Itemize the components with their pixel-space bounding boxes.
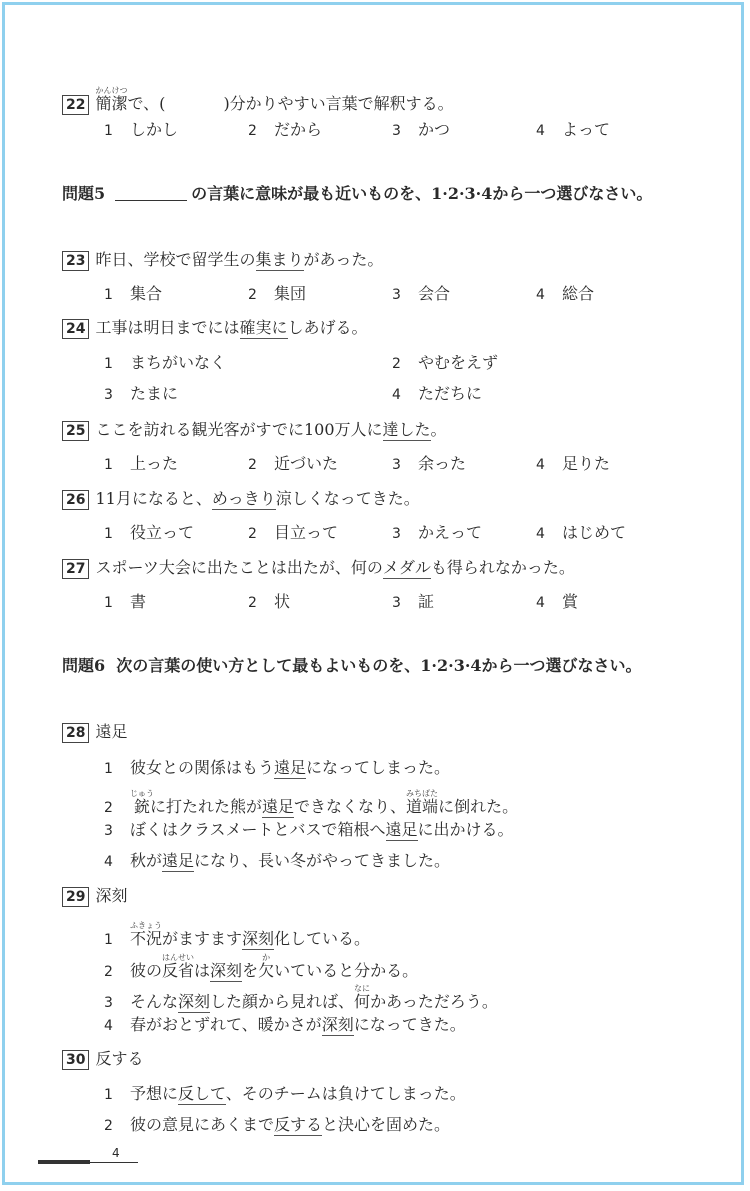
option-3[interactable]: 3 証: [392, 592, 435, 611]
option-4[interactable]: 4 賞: [536, 592, 579, 611]
underlined-word: 達した: [382, 420, 431, 439]
option-4[interactable]: 4 ただちに: [392, 384, 483, 403]
option-2[interactable]: 2 だから: [248, 120, 323, 139]
option-4[interactable]: 4 秋が遠足になり、長い冬がやってきました。: [104, 851, 451, 870]
footer-rule: [38, 1162, 138, 1163]
option-3[interactable]: 3 かつ: [392, 120, 451, 139]
option-1[interactable]: 1 彼女との関係はもう遠足になってしまった。: [104, 758, 451, 777]
page-number: 4: [112, 1146, 120, 1160]
option-1[interactable]: 1 不況ふきょうがますます深刻化している。: [104, 921, 371, 948]
option-2[interactable]: 2 状: [248, 592, 291, 611]
underlined-word: めっきり: [211, 489, 276, 508]
question-26: 26 11月になると、めっきり涼しくなってきた。: [62, 489, 420, 510]
option-3[interactable]: 3 たまに: [104, 384, 179, 403]
ruby-word: 簡潔かんけつ: [95, 86, 128, 113]
option-2[interactable]: 2 近づいた: [248, 454, 339, 473]
option-2[interactable]: 2 集団: [248, 284, 307, 303]
question-24: 24 工事は明日までには確実にしあげる。: [62, 318, 368, 339]
option-1[interactable]: 1 役立って: [104, 523, 195, 542]
option-4[interactable]: 4 春がおとずれて、暖かさが深刻になってきた。: [104, 1015, 466, 1034]
option-4[interactable]: 4 よって: [536, 120, 611, 139]
option-1[interactable]: 1 予想に反して、そのチームは負けてしまった。: [104, 1084, 466, 1103]
underlined-word: 集まり: [255, 250, 304, 269]
option-3[interactable]: 3 会合: [392, 284, 451, 303]
option-1[interactable]: 1 しかし: [104, 120, 179, 139]
section-6-heading: 問題6 次の言葉の使い方として最もよいものを、1·2·3·4から一つ選びなさい。: [62, 656, 642, 675]
question-number: 22: [62, 95, 89, 115]
question-28: 28 遠足: [62, 722, 128, 743]
option-2[interactable]: 2 彼の意見にあくまで反すると決心を固めた。: [104, 1115, 451, 1134]
underline-blank: [115, 200, 187, 201]
option-1[interactable]: 1 上った: [104, 454, 179, 473]
option-2[interactable]: 2 目立って: [248, 523, 339, 542]
option-3[interactable]: 3 そんな深刻した顔から見れば、何なにかあっただろう。: [104, 984, 498, 1011]
option-1[interactable]: 1 書: [104, 592, 147, 611]
option-4[interactable]: 4 総合: [536, 284, 595, 303]
option-1[interactable]: 1 集合: [104, 284, 163, 303]
question-23: 23 昨日、学校で留学生の集まりがあった。: [62, 250, 383, 271]
option-3[interactable]: 3 余った: [392, 454, 467, 473]
option-2[interactable]: 2 銃じゅうに打たれた熊が遠足できなくなり、道端みちばたに倒れた。: [104, 789, 519, 816]
question-27: 27 スポーツ大会に出たことは出たが、何のメダルも得られなかった。: [62, 558, 575, 579]
option-3[interactable]: 3 かえって: [392, 523, 483, 542]
option-1[interactable]: 1 まちがいなく: [104, 353, 227, 372]
section-5-heading: 問題5 の言葉に意味が最も近いものを、1·2·3·4から一つ選びなさい。: [62, 184, 653, 203]
question-29: 29 深刻: [62, 886, 128, 907]
option-3[interactable]: 3 ぼくはクラスメートとバスで箱根へ遠足に出かける。: [104, 820, 514, 839]
question-30: 30 反する: [62, 1049, 144, 1070]
option-2[interactable]: 2 彼の反省はんせいは深刻を欠かいていると分かる。: [104, 953, 419, 980]
option-4[interactable]: 4 はじめて: [536, 523, 627, 542]
question-22: 22 簡潔かんけつで、( )分かりやすい言葉で解釈する。: [62, 86, 454, 115]
underlined-word: 確実に: [239, 318, 288, 337]
option-4[interactable]: 4 足りた: [536, 454, 611, 473]
underlined-word: メダル: [382, 558, 431, 577]
option-2[interactable]: 2 やむをえず: [392, 353, 499, 372]
question-25: 25 ここを訪れる観光客がすでに100万人に達した。: [62, 420, 447, 441]
